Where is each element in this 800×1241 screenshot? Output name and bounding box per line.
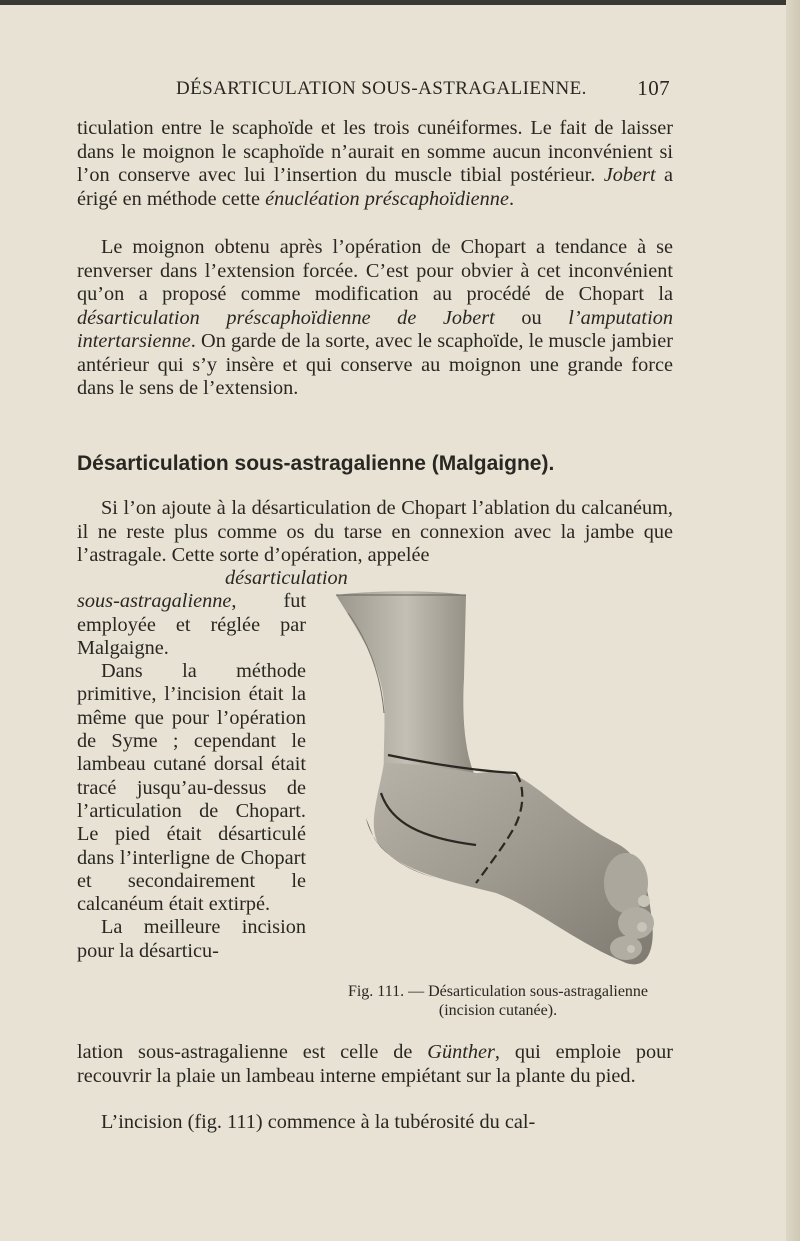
figure-caption	[318, 982, 678, 1020]
caption-text: — Désarticulation sous-astragalienne (incision cutanée).	[404, 983, 649, 1019]
page-edge	[786, 0, 800, 1241]
text-run: , fut employée et réglée par Malgaigne.	[77, 590, 306, 659]
author-name: Jobert	[603, 164, 656, 186]
text-run: ou	[494, 306, 569, 329]
paragraph-3	[77, 497, 673, 568]
paragraph-2	[77, 236, 673, 401]
figure-label: Fig. 111.	[347, 983, 405, 1000]
italic-term: désarticulation préscaphoïdienne de Jobert	[77, 306, 495, 329]
text-run: a érigé en méthode cette	[77, 164, 673, 210]
page-number: 107	[637, 76, 670, 100]
text-run: ticulation entre le scaphoïde et les trois cunéiformes. Le fait de laisser dans le moignon le scaphoïde n’aurait en somme aucun inconvénient si l’on conserve avec lui l’insertion du muscle tibial postérieur.	[77, 117, 673, 186]
paragraph-1	[77, 117, 673, 211]
running-header	[176, 78, 676, 104]
paragraph-5	[77, 1111, 673, 1135]
section-heading: Désarticulation sous-astragalienne (Malgaigne).	[77, 452, 555, 475]
text-run: , qui emploie pour recouvrir la plaie un lambeau interne empiétant sur la plante du pied.	[77, 1041, 674, 1087]
text-run: Dans la méthode primitive, l’incision était la même que pour l’opération de Syme ; cependant le lambeau cutané dorsal était tracé jusqu’au-dessus de l’articulation de Chopart. Le pied était désarticulé dans l’interligne de Chopart et secondairement le calcanéum était extirpé.	[77, 660, 306, 916]
paragraph-4	[77, 1041, 673, 1088]
text-run: La meilleure incision pour la désarticu-	[77, 916, 306, 962]
running-title: DÉSARTICULATION SOUS-ASTRAGALIENNE.	[176, 78, 587, 99]
text-run: .	[508, 187, 515, 210]
italic-term: l’amputation intertarsienne	[77, 306, 673, 352]
text-run: Si l’on ajoute à la désarticulation de Chopart l’ablation du calcanéum, il ne reste plus comme os du tarse en connexion avec la jambe que l’astragale. Cette sorte d’opération, appelée	[77, 497, 673, 566]
foot-illustration	[326, 583, 666, 978]
text-run: Le moignon obtenu après l’opération de Chopart a tendance à se renverser dans l’extension forcée. C’est pour obvier à cet inconvénient qu’on a proposé comme modification au procédé de Chopart la	[77, 236, 673, 305]
wrapped-column	[77, 567, 348, 963]
italic-term: désarticulation sous-astragalienne	[77, 567, 348, 613]
text-run: lation sous-astragalienne est celle de	[77, 1041, 428, 1063]
author-name: Günther	[427, 1041, 495, 1063]
text-run: . On garde de la sorte, avec le scaphoïde, le muscle jambier antérieur qui s’y insère et qui conserve au moignon une grande force dans le sens de l’extension.	[77, 330, 673, 399]
italic-term: énucléation préscaphoïdienne	[265, 187, 509, 210]
text-run: L’incision (fig. 111) commence à la tubérosité du cal-	[101, 1111, 536, 1133]
